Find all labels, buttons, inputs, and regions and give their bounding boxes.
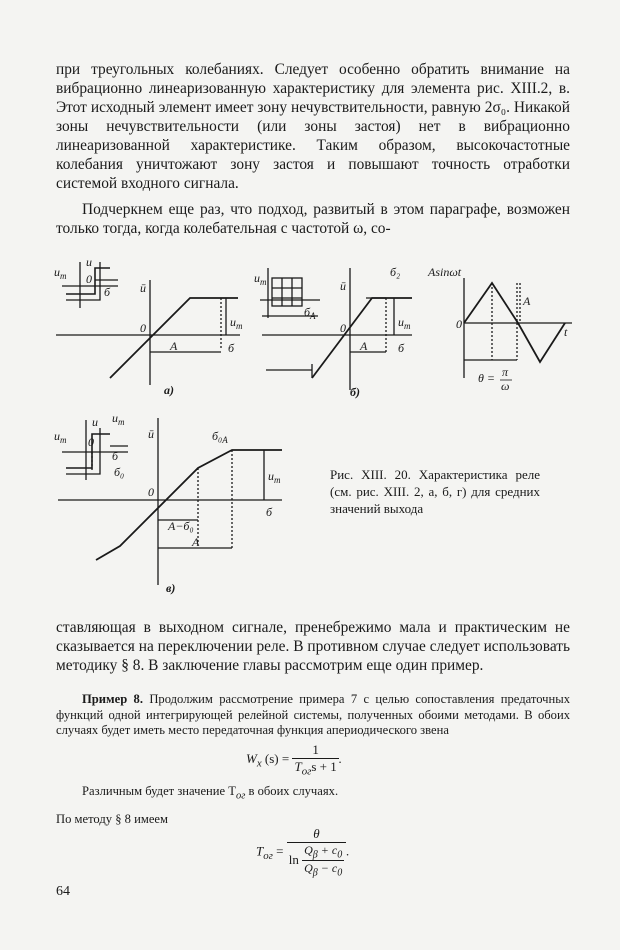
panel-b-tag: б): [350, 385, 360, 399]
panel-b-ubar: ū: [340, 279, 346, 293]
panel-c-sigma: б: [266, 505, 273, 519]
panel-c-Asigma: A−б₀: [168, 519, 194, 533]
relay-characteristic-figure: [0, 240, 620, 610]
sine-theta: θ =: [478, 371, 495, 385]
paragraph-1: при треугольных колебаниях. Следует особенно обратить внимание на вибрационно линеаризованную характеристику для элемента рис. XIII.2, в. Этот исходный элемент имеет зону нечувствительности, равную 2σ₀. Никакой зоны нечувствительности (или зоны застоя) нет в вибрационно линеаризованной характеристике. Таким образом, высокочастотные колебания уничтожают зону застоя и повышают точность отработки системой входного сигнала.: [56, 61, 570, 192]
panel-a-main: [56, 280, 240, 385]
example-label: Пример 8.: [82, 692, 143, 706]
panel-c-um-axis: $u_m$: [268, 469, 281, 485]
sine-label: Asinωt: [428, 265, 462, 279]
page-number: 64: [56, 884, 70, 899]
sine-zero: 0: [456, 317, 462, 331]
panel-c-um-label: $u_m$: [54, 429, 67, 445]
panel-c-u-label: u: [92, 415, 98, 429]
panel-a-inset-sigma: б: [104, 285, 111, 299]
panel-b-main: [262, 268, 412, 390]
sine-omega: ω: [501, 379, 510, 393]
panel-b-um-axis: $u_m$: [398, 315, 411, 331]
panel-a-inset-zero: 0: [86, 272, 92, 286]
sine-t: t: [564, 325, 568, 339]
panel-c-inset-sigma0: б₀: [114, 465, 125, 479]
panel-b-um-label: $u_m$: [254, 271, 267, 287]
panel-a-sigma: б: [228, 341, 235, 355]
sine-pi: π: [502, 365, 509, 379]
figure-caption: Рис. XIII. 20. Характеристика реле (см. рис. XIII. 2, а, б, г) для средних значений выхода: [330, 467, 540, 516]
panel-a-um-axis: $u_m$: [230, 315, 243, 331]
panel-b-A: A: [360, 339, 368, 353]
panel-a-um-label: $u_m$: [54, 265, 67, 281]
panel-a-u-label: u: [86, 255, 92, 269]
panel-a-zero: 0: [140, 321, 146, 335]
panel-a-A: A: [170, 339, 178, 353]
panel-c-A: A: [192, 535, 200, 549]
panel-a-tag: а): [164, 383, 174, 397]
example-body: Продолжим рассмотрение примера 7 с целью сопоставления предаточных функций одной интегрирующей релейной системы, полученных обоими методами. В обоих случаях будет иметь место передаточная функция апериодического звена: [56, 692, 571, 737]
panel-c-inset-sigma: б: [112, 449, 119, 463]
paragraph-2: Подчеркнем еще раз, что подход, развитый в этом параграфе, возможен только тогда, когда колебательная с частотой ω, со-: [56, 201, 570, 237]
panel-a-ubar: ū: [140, 281, 146, 295]
panel-c-tag: в): [166, 581, 176, 595]
panel-sine: [464, 278, 572, 378]
panel-c-sigma0A: $б_0_A$: [212, 429, 228, 445]
sine-A: A: [523, 294, 531, 308]
paragraph-5: Различным будет значение $T_{ог}$ в обоих случаях.: [82, 784, 339, 802]
transfer-function-formula: $W_x$ (s) = $\frac{1}{T_{ог}s + 1}$ .: [246, 742, 342, 778]
panel-b-sigmaA: $б_A$: [304, 305, 316, 321]
panel-c-zero: 0: [148, 485, 154, 499]
panel-c-um-top: $u_m$: [112, 411, 125, 427]
paragraph-6: По методу § 8 имеем: [56, 812, 168, 826]
paragraph-3: ставляющая в выходном сигнале, пренебрежимо мала и практическим не сказывается на переключении реле. В противном случае следует использовать методику § 8. В заключение главы рассмотрим еще один пример.: [56, 619, 570, 674]
panel-b-sigma2: б₂: [390, 265, 401, 279]
panel-b-sigma: б: [398, 341, 405, 355]
panel-c-ubar: ū: [148, 427, 154, 441]
time-constant-formula: $T_{ог}$ = θ ln $\frac{Q_\beta + c_0}{Q_\beta - c_0}$ .: [256, 826, 350, 879]
example-paragraph: [56, 692, 570, 739]
panel-c-inset-zero: 0: [88, 435, 94, 449]
panel-b-zero: 0: [340, 321, 346, 335]
